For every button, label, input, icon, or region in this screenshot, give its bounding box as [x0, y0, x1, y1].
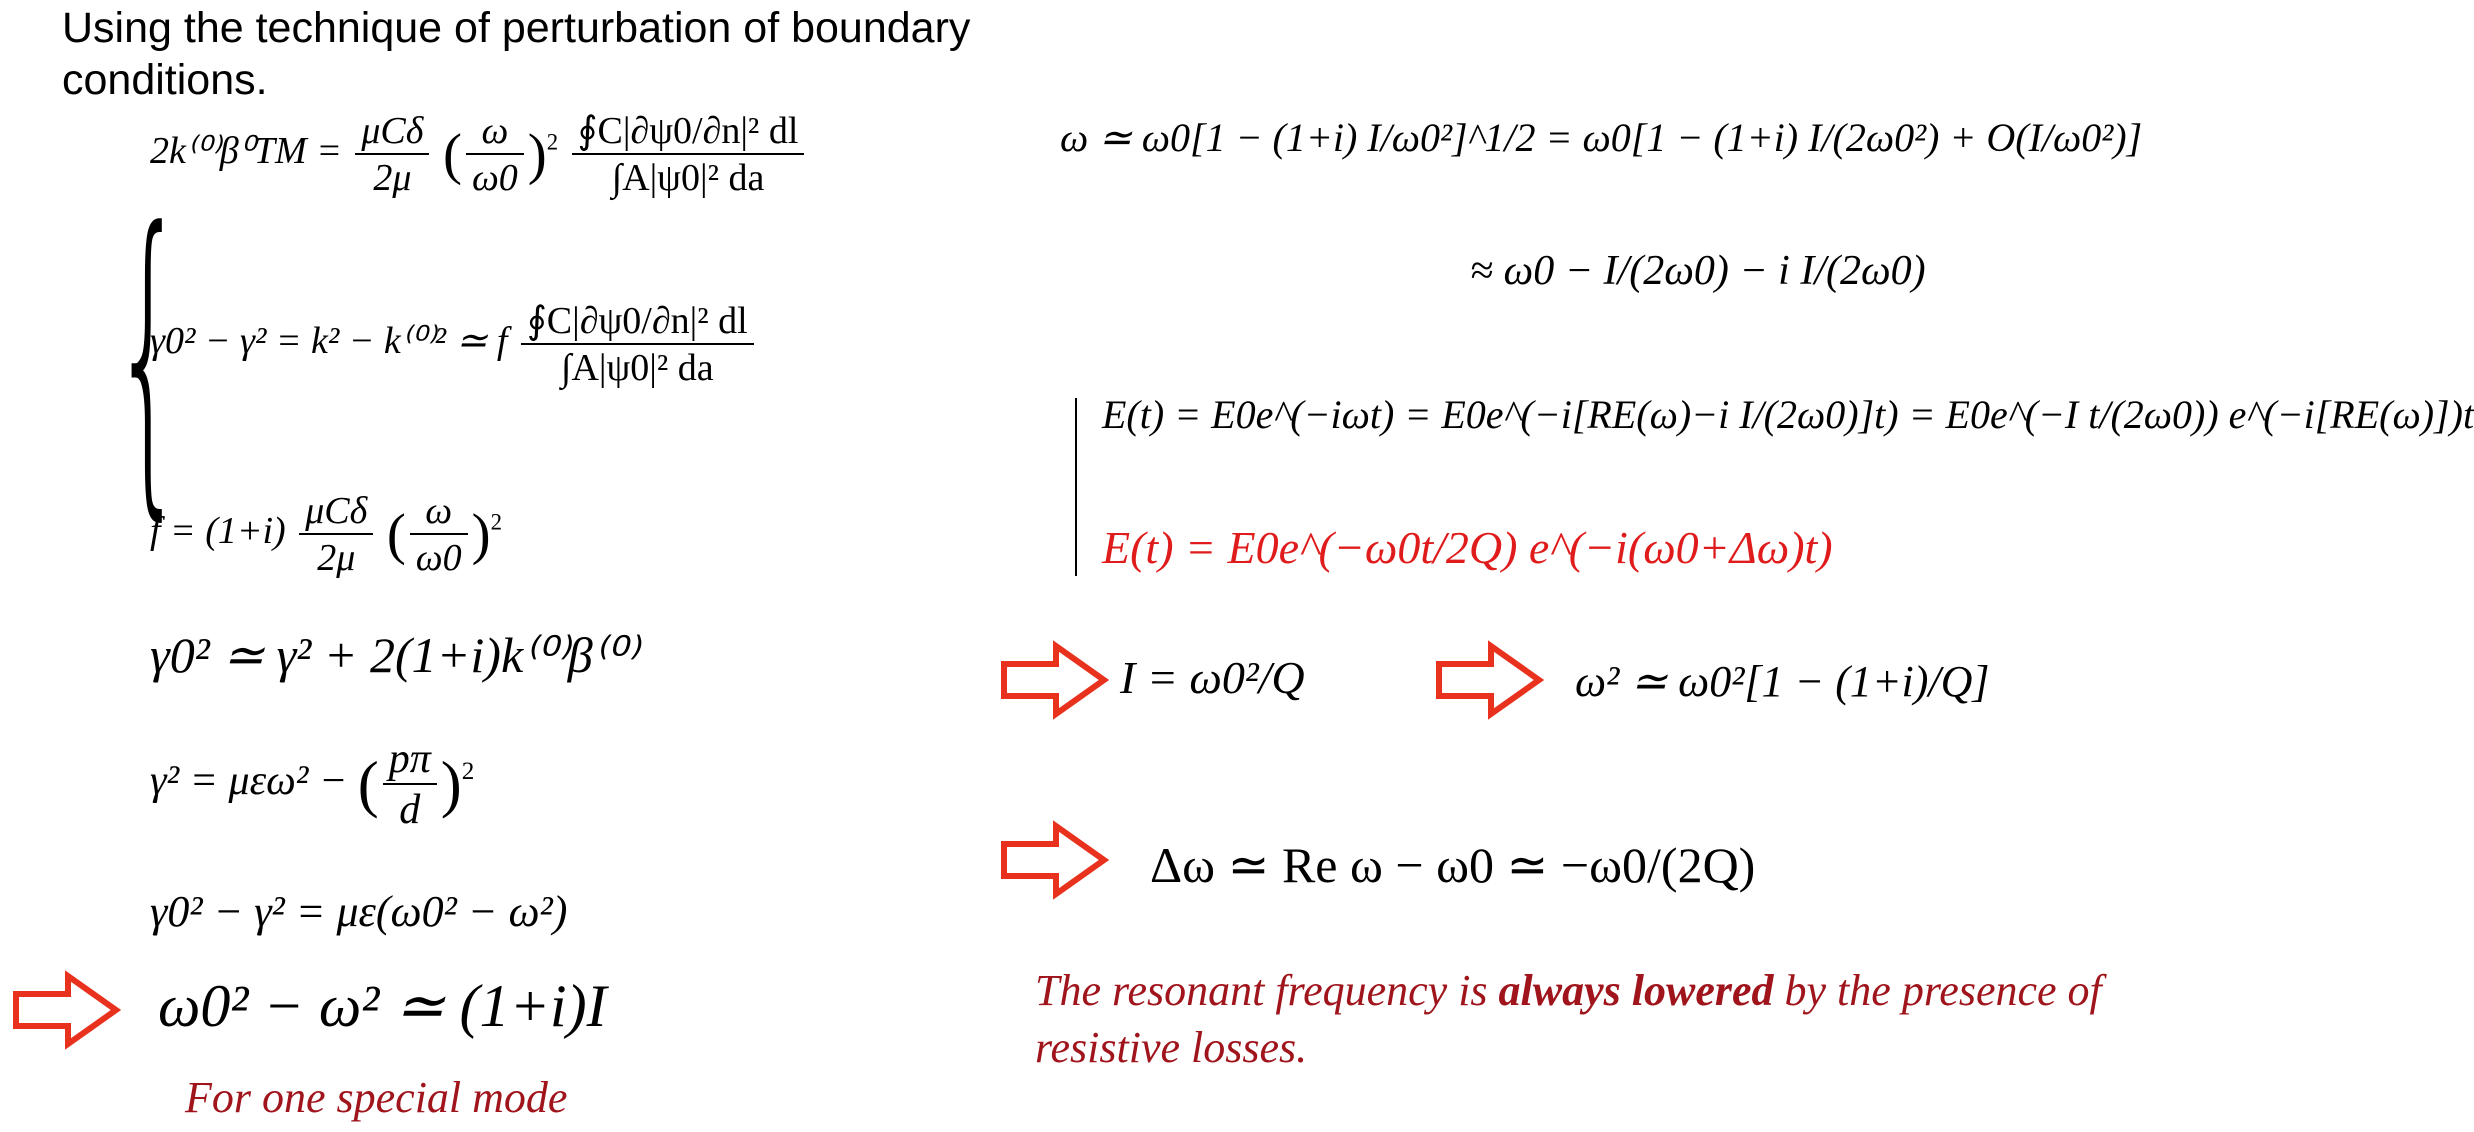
left-eq1-ratio-den: ω0: [471, 157, 518, 199]
right-eq1: ω ≃ ω0[1 − (1+i) I/ω0²]^1/2 = ω0[1 − (1+i) I/(2ω0²) + O(I/ω0²)]: [1060, 115, 2143, 160]
left-eq3-ratio-den: ω0: [415, 537, 462, 579]
left-eq2-lhs: γ0² − γ² = k² − k⁽⁰⁾² ≃ f: [150, 320, 508, 363]
right-eq6: ω² ≃ ω0²[1 − (1+i)/Q]: [1575, 657, 1990, 706]
left-eq5-frac: [383, 738, 437, 831]
left-eq7: ω0² − ω² ≃ (1+i)I: [158, 973, 607, 1039]
right-note-c: by the presence of resistive losses.: [1035, 966, 2102, 1072]
left-eq1-frac-den: 2μ: [373, 157, 412, 199]
left-eq3-lhs: f = (1+i): [150, 510, 286, 553]
arrow-right-icon: [1435, 640, 1545, 720]
left-eq3: f = (1+i) $\frac{\text{μCδ}}{2\mu}$ ( $\frac{\omega}{\omega 0}$ )$^2$: [150, 490, 503, 579]
left-eq1-integral-den: ∫A|ψ0|² da: [611, 157, 765, 199]
right-eq2: ≈ ω0 − I/(2ω0) − i I/(2ω0): [1470, 248, 1926, 294]
left-eq2: [150, 302, 758, 387]
right-note-a: The resonant frequency is: [1035, 966, 1499, 1015]
left-eq3-frac-den: 2μ: [317, 537, 356, 579]
left-eq5: γ² = μεω² − ( $\frac{p\pi}{d}$ )$^2$: [150, 736, 475, 833]
left-eq2-integral-den: ∫A|ψ0|² da: [561, 347, 714, 389]
left-eq1-frac-num: μCδ: [355, 112, 429, 155]
left-eq3-ratio: [410, 492, 468, 577]
left-eq1-integral: [572, 112, 805, 197]
left-eq5-frac-den: d: [399, 787, 421, 833]
left-eq1-integral-num: ∮C|∂ψ0/∂n|² dl: [572, 112, 805, 155]
left-eq1-ratio-num: ω: [466, 112, 524, 155]
right-system-bracket: [1075, 398, 1087, 576]
arrow-right-icon: [12, 970, 122, 1050]
right-eq7: Δω ≃ Re ω − ω0 ≃ −ω0/(2Q): [1150, 837, 1756, 893]
left-eq5-frac-num: pπ: [383, 738, 437, 785]
right-note-emphasis: always lowered: [1498, 966, 1774, 1015]
left-eq4: γ0² ≃ γ² + 2(1+i)k⁽⁰⁾β⁽⁰⁾: [150, 627, 638, 683]
right-eq4: E(t) = E0e^(−ω0t/2Q) e^(−i(ω0+Δω)t): [1102, 522, 1833, 573]
left-eq3-frac-num: μCδ: [299, 492, 373, 535]
right-eq3: E(t) = E0e^(−iωt) = E0e^(−i[RE(ω)−i I/(2ω0)]t) = E0e^(−I t/(2ω0)) e^(−i[RE(ω)])t: [1102, 392, 2474, 437]
arrow-right-icon: [1000, 820, 1110, 900]
right-note: [1035, 962, 2125, 1076]
left-eq1: 2k⁽⁰⁾β⁰TM = $\frac{\text{μCδ}}{2\mu}$ ( $\frac{\omega}{\omega 0}$ )$^2$ $\frac{\text{∮C|∂ψ0/∂n|² dl}}{\text{∫A|ψ0|² da}}$: [150, 112, 808, 197]
right-eq5: I = ω0²/Q: [1120, 652, 1305, 703]
arrow-right-icon: [1000, 640, 1110, 720]
left-eq1-lhs: 2k⁽⁰⁾β⁰TM =: [150, 130, 342, 173]
left-eq2-integral-num: ∮C|∂ψ0/∂n|² dl: [521, 302, 754, 345]
left-eq1-ratio: [466, 112, 524, 197]
slide-heading: Using the technique of perturbation of boundary conditions.: [62, 4, 971, 104]
left-eq2-integral: [521, 302, 754, 387]
left-eq5-lhs: γ² = μεω² −: [150, 758, 348, 805]
left-system-brace: {: [112, 163, 186, 547]
left-eq3-frac: [299, 492, 373, 577]
left-eq1-frac: [355, 112, 429, 197]
left-eq6: γ0² − γ² = με(ω0² − ω²): [150, 887, 568, 936]
left-eq3-ratio-num: ω: [410, 492, 468, 535]
left-caption: For one special mode: [185, 1073, 568, 1122]
